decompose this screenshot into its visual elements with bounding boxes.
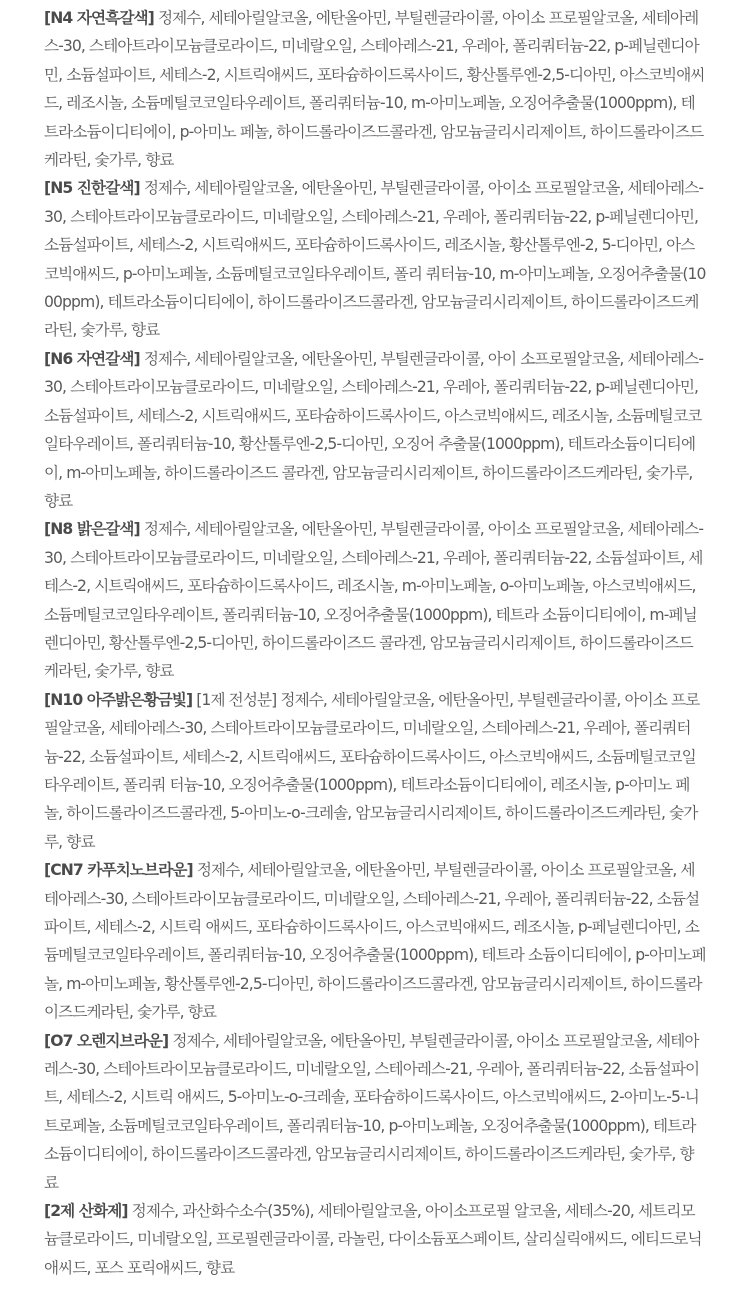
section-n5 bbox=[44, 174, 706, 344]
section-heading: [2제 산화제] bbox=[44, 1202, 128, 1221]
section-n10 bbox=[44, 686, 706, 856]
section-cn7 bbox=[44, 856, 706, 1026]
section-text: [1제 전성분] 정제수, 세테아릴알코올, 에탄올아민, 부틸렌글라이콜, 아이소 프로필알코올, 세테아레스-30, 스테아트라이모늄클로라이드, 미네랄오일, 스테아레스-21, 우레아, 폴리쿼터늄-22, 소듐설파이트, 세테스-2, 시트릭애씨드, 포타슘하이드록사이드, 아스코빅애씨드, 소듐메틸코코일타우레이트, 폴리쿼 터늄-10, 오징어추출물(1000ppm), 테트라소듐이디티에이, 레조시놀, p-아미노 페놀, 하이드롤라이즈드콜라겐, 5-아미노-o-크레솔, 암모늄글리시리제이트, 하이드롤라이즈드케라틴, 숯가루, 향료 bbox=[44, 690, 700, 851]
section-n6 bbox=[44, 345, 706, 515]
section-text: 정제수, 세테아릴알코올, 에탄올아민, 부틸렌글라이콜, 아이소 프로필알코올, 세테아레스-30, 스테아트라이모늄클로라이드, 미네랄오일, 스테아레스-21, 우레아, 폴리쿼터늄-22, 소듐설파이트, 세테스-2, 시트릭 애씨드, 5-아미노-o-크레솔, 포타슘하이드록사이드, 아스코빅애씨드, 2-아미노-5-니트로페놀, 소듐메틸코코일타우레이트, 폴리쿼터늄-10, p-아미노페놀, 오징어추출물(1000ppm), 테트라소듐이디티에이, 하이드롤라이즈드콜라겐, 암모늄글리시리제이트, 하이드롤라이즈드케라틴, 숯가루, 향료 bbox=[44, 1031, 700, 1192]
section-heading: [N8 밝은갈색] bbox=[44, 520, 140, 539]
section-oxidant bbox=[44, 1197, 706, 1282]
section-text: 정제수, 세테아릴알코올, 에탄올아민, 부틸렌글라이콜, 아이 소프로필알코올, 세테아레스-30, 스테아트라이모늄클로라이드, 미네랄오일, 스테아레스-21, 우레아, 폴리쿼터늄-22, p-페닐렌디아민, 소듐설파이트, 세테스-2, 시트릭애씨드, 포타슘하이드록사이드, 아스코빅애씨드, 레조시놀, 소듐메틸코코일타우레이트, 폴리쿼터늄-10, 황산톨루엔-2,5-디아민, 오징어 추출물(1000ppm), 테트라소듐이디티에이, m-아미노페놀, 하이드롤라이즈드 콜라겐, 암모늄글리시리제이트, 하이드롤라이즈드케라틴, 숯가루, 향료 bbox=[44, 349, 704, 510]
section-text: 정제수, 세테아릴알코올, 에탄올아민, 부틸렌글라이콜, 아이소 프로필알코올, 세테아레스-30, 스테아트라이모늄클로라이드, 미네랄오일, 스테아레스-21, 우레아, 폴리쿼터늄-22, p-페닐렌디아민, 소듐설파이트, 세테스-2, 시트릭애씨드, 포타슘하이드록사이드, 레조시놀, 황산톨루엔-2, 5-디아민, 아스코빅애씨드, p-아미노페놀, 소듐메틸코코일타우레이트, 폴리 쿼터늄-10, m-아미노페놀, 오징어추출물(1000ppm), 테트라소듐이디티에이, 하이드롤라이즈드콜라겐, 암모늄글리시리제이트, 하이드롤라이즈드케라틴, 숯가루, 향료 bbox=[44, 179, 706, 340]
section-heading: [O7 오렌지브라운] bbox=[44, 1031, 169, 1050]
section-text: 정제수, 세테아릴알코올, 에탄올아민, 부틸렌글라이콜, 아이소 프로필알코올, 세테아레스-30, 스테아트라이모늄클로라이드, 미네랄오일, 스테아레스-21, 우레아, 폴리쿼터늄-22, 소듐설파이트, 세테스-2, 시트릭애씨드, 포타슘하이드록사이드, 레조시놀, m-아미노페놀, o-아미노페놀, 아스코빅애씨드, 소듐메틸코코일타우레이트, 폴리쿼터늄-10, 오징어추출물(1000ppm), 테트라 소듐이디티에이, m-페닐렌디아민, 황산톨루엔-2,5-디아민, 하이드롤라이즈드 콜라겐, 암모늄글리시리제이트, 하이드롤라이즈드케라틴, 숯가루, 향료 bbox=[44, 520, 704, 681]
section-text: 정제수, 과산화수소수(35%), 세테아릴알코올, 아이소프로필 알코올, 세테스-20, 세트리모늄클로라이드, 미네랄오일, 프로필렌글라이콜, 라놀린, 다이소듐포스페이트, 살리실릭애씨드, 에티드로닉애씨드, 포스 포릭애씨드, 향료 bbox=[44, 1202, 702, 1277]
section-heading: [N6 자연갈색] bbox=[44, 349, 140, 368]
section-text: 정제수, 세테아릴알코올, 에탄올아민, 부틸렌글라이콜, 아이소 프로필알코올, 세테아레스-30, 스테아트라이모늄클로라이드, 미네랄오일, 스테아레스-21, 우레아, 폴리쿼터늄-22, 소듐설파이트, 세테스-2, 시트릭 애씨드, 포타슘하이드록사이드, 아스코빅애씨드, 레조시놀, p-페닐렌디아민, 소듐메틸코코일타우레이트, 폴리쿼터늄-10, 오징어추출물(1000ppm), 테트라 소듐이디티에이, p-아미노페놀, m-아미노페놀, 황산톨루엔-2,5-디아민, 하이드롤라이즈드콜라겐, 암모늄글리시리제이트, 하이드롤라이즈드케라틴, 숯가루, 향료 bbox=[44, 861, 706, 1022]
section-heading: [N5 진한갈색] bbox=[44, 179, 140, 198]
section-heading: [CN7 카푸치노브라운] bbox=[44, 861, 193, 880]
section-o7 bbox=[44, 1027, 706, 1197]
section-heading: [N10 아주밝은황금빛] bbox=[44, 690, 193, 709]
section-heading: [N4 자연흑갈색] bbox=[44, 9, 154, 27]
section-n8 bbox=[44, 515, 706, 685]
section-text: 정제수, 세테아릴알코올, 에탄올아민, 부틸렌글라이콜, 아이소 프로필알코올, 세테아레스-30, 스테아트라이모늄클로라이드, 미네랄오일, 스테아레스-21, 우레아, 폴리쿼터늄-22, p-페닐렌디아민, 소듐설파이트, 세테스-2, 시트릭애씨드, 포타슘하이드록사이드, 황산톨루엔-2,5-디아민, 아스코빅애씨드, 레조시놀, 소듐메틸코코일타우레이트, 폴리쿼터늄-10, m-아미노페놀, 오징어추출물(1000ppm), 테트라소듐이디티에이, p-아미노 페놀, 하이드롤라이즈드콜라겐, 암모늄글리시리제이트, 하이드롤라이즈드 케라틴, 숯가루, 향료 bbox=[44, 9, 705, 170]
section-n4 bbox=[44, 4, 706, 174]
